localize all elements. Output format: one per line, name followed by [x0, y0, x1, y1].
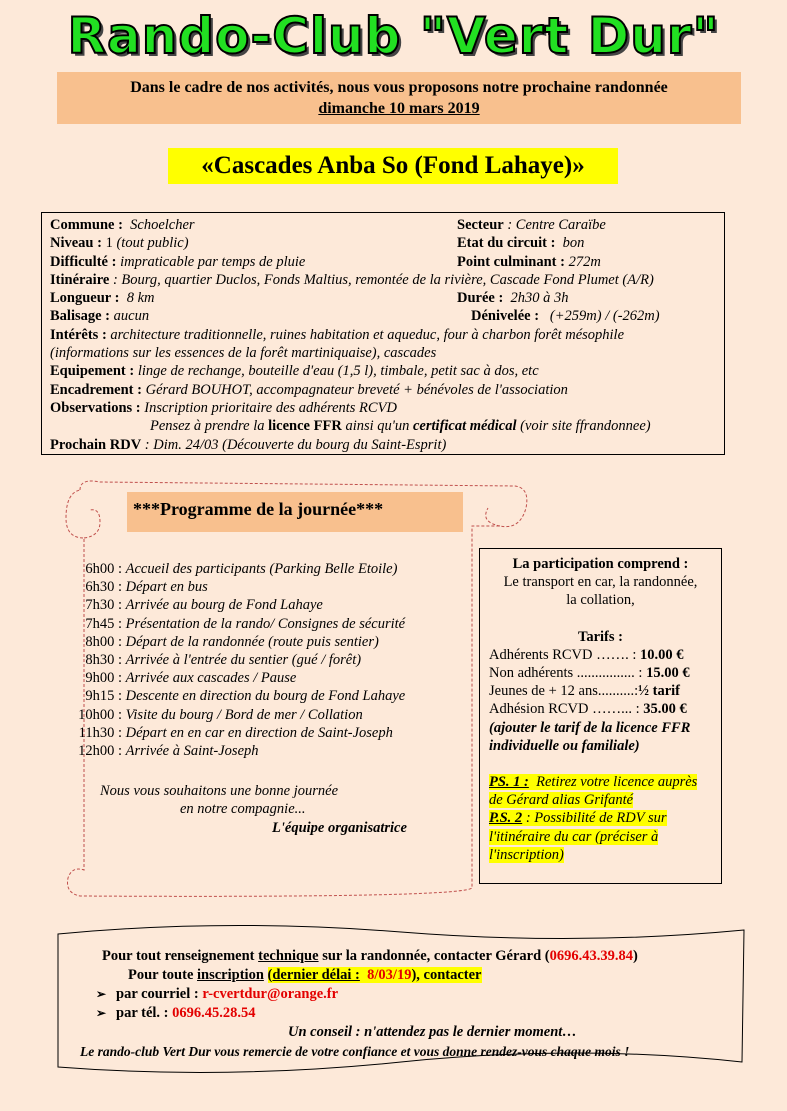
- contact-phone[interactable]: 0696.45.28.54: [172, 1005, 256, 1021]
- balisage-value: aucun: [113, 308, 150, 325]
- difficulte-label: Difficulté :: [50, 253, 117, 270]
- itineraire-value: : Bourg, quartier Duclos, Fonds Maltius, remontée de la rivière, Cascade Fond Plumet (A/R): [112, 271, 654, 288]
- observations-label: Observations :: [50, 399, 141, 416]
- rdv-value: : Dim. 24/03 (Découverte du bourg du Saint-Esprit): [144, 436, 447, 453]
- contact-line-2: Pour toute inscription (dernier délai : 8/03/19), contacter: [128, 967, 482, 983]
- tarif-note: (ajouter le tarif de la licence FFR individuelle ou familiale): [489, 719, 691, 754]
- encadrement-label: Encadrement :: [50, 381, 142, 398]
- participation-line-2: la collation,: [566, 592, 635, 609]
- list-item: 7h30 : Arrivée au bourg de Fond Lahaye: [85, 597, 323, 614]
- duree-value: 2h30 à 3h: [510, 290, 569, 307]
- point-value: 272m: [568, 253, 601, 270]
- list-item: 12h00 : Arrivée à Saint-Joseph: [78, 743, 259, 760]
- participation-line-1: Le transport en car, la randonnée,: [503, 574, 698, 591]
- arrow-bullet-icon: ➢: [96, 1006, 107, 1020]
- tarif-row: Non adhérents ................ : 15.00 €: [489, 665, 690, 682]
- niveau-num: 1: [105, 235, 113, 252]
- closing-message: [100, 782, 460, 837]
- tarif-row: Adhésion RCVD ……... : 35.00 €: [489, 701, 687, 718]
- etat-label: Etat du circuit :: [457, 235, 556, 252]
- hike-name: «Cascades Anba So (Fond Lahaye)»: [168, 148, 618, 184]
- denivelee-label: Dénivelée :: [471, 308, 540, 325]
- interets-value-2: (informations sur les essences de la forêt martiniquaise), cascades: [50, 345, 437, 362]
- obs2-c: ainsi qu'un: [345, 418, 410, 435]
- interets-label: Intérêts :: [50, 326, 107, 343]
- intro-text: Dans le cadre de nos activités, nous vous proposons notre prochaine randonnée: [130, 79, 668, 96]
- ps2-label: P.S. 2: [489, 810, 523, 827]
- obs2-a: Pensez à prendre la: [150, 418, 265, 435]
- ps1-label: PS. 1 :: [489, 774, 529, 791]
- interets-value: architecture traditionnelle, ruines habitation et aqueduc, four à charbon forêt mésophile: [110, 326, 625, 343]
- niveau-label: Niveau :: [50, 235, 102, 252]
- tel-line: ➢ par tél. : 0696.45.28.54: [96, 1005, 256, 1021]
- list-item: 8h30 : Arrivée à l'entrée du sentier (gué / forêt): [85, 652, 362, 669]
- programme-title: ***Programme de la journée***: [127, 492, 463, 532]
- intro-date: dimanche 10 mars 2019: [318, 100, 480, 117]
- encadrement-value: Gérard BOUHOT, accompagnateur breveté + bénévoles de l'association: [145, 381, 568, 398]
- team-signature: L'équipe organisatrice: [272, 819, 407, 836]
- longueur-label: Longueur :: [50, 290, 120, 307]
- denivelee-value: (+259m) / (-262m): [549, 308, 660, 325]
- intro-banner: [57, 72, 741, 124]
- gerard-phone[interactable]: 0696.43.39.84: [549, 948, 633, 964]
- tarifs-title: Tarifs :: [578, 628, 623, 645]
- list-item: 11h30 : Départ en en car en direction de Saint-Joseph: [78, 724, 393, 741]
- equipement-value: linge de rechange, bouteille d'eau (1,5 l), timbale, petit sac à dos, etc: [137, 363, 539, 380]
- obs2-certificat: certificat médical: [413, 418, 517, 435]
- schedule-list: [70, 560, 460, 760]
- list-item: 7h45 : Présentation de la rando/ Consignes de sécurité: [85, 615, 406, 632]
- ps1-text: Retirez votre licence auprès de Gérard alias Grifanté: [489, 774, 698, 809]
- list-item: 10h00 : Visite du bourg / Bord de mer / Collation: [78, 706, 363, 723]
- list-item: 6h30 : Départ en bus: [85, 579, 208, 596]
- tarif-box: [479, 548, 722, 884]
- conseil-text: Un conseil : n'attendez pas le dernier moment…: [288, 1024, 577, 1040]
- rdv-label: Prochain RDV: [50, 436, 142, 453]
- secteur-value: : Centre Caraïbe: [507, 217, 606, 233]
- closing-line-1: Nous vous souhaitons une bonne journée: [100, 783, 339, 799]
- thanks-text: Le rando-club Vert Dur vous remercie de votre confiance et vous donne rendez-vous chaque mois !: [80, 1044, 630, 1059]
- contact-email[interactable]: r-cvertdur@orange.fr: [202, 986, 339, 1002]
- obs2-e: (voir site ffrandonnee): [520, 418, 651, 435]
- list-item: 6h00 : Accueil des participants (Parking Belle Etoile): [85, 561, 398, 577]
- mail-line: ➢ par courriel : r-cvertdur@orange.fr: [96, 986, 339, 1002]
- list-item: 9h00 : Arrivée aux cascades / Pause: [85, 670, 297, 687]
- difficulte-value: impraticable par temps de pluie: [120, 253, 306, 270]
- secteur-label: Secteur: [457, 217, 504, 233]
- list-item: 9h15 : Descente en direction du bourg de Fond Lahaye: [85, 688, 406, 705]
- closing-line-2: en notre compagnie...: [180, 801, 306, 818]
- longueur-value: 8 km: [126, 290, 155, 307]
- point-label: Point culminant :: [457, 253, 565, 270]
- obs2-licence: licence FFR: [268, 418, 342, 435]
- commune-value: Schoelcher: [130, 217, 195, 233]
- etat-value: bon: [562, 235, 585, 252]
- contact-section: [70, 947, 740, 1061]
- info-box: [41, 212, 725, 455]
- ps2-text: : Possibilité de RDV sur l'itinéraire du car (préciser à l'inscription): [489, 810, 667, 863]
- list-item: 8h00 : Départ de la randonnée (route puis sentier): [85, 633, 379, 650]
- tarif-row: Adhérents RCVD ……. : 10.00 €: [489, 646, 684, 663]
- participation-title: La participation comprend :: [512, 556, 689, 572]
- tarif-row: Jeunes de + 12 ans..........:½ tarif: [489, 683, 681, 700]
- balisage-label: Balisage :: [50, 308, 111, 325]
- contact-line-1: Pour tout renseignement technique sur la randonnée, contacter Gérard (0696.43.39.84): [102, 948, 638, 964]
- observations-value: Inscription prioritaire des adhérents RCVD: [144, 399, 397, 416]
- commune-label: Commune :: [50, 217, 123, 233]
- equipement-label: Equipement :: [50, 363, 135, 380]
- club-title: Rando-Club "Vert Dur": [67, 7, 720, 65]
- itineraire-label: Itinéraire: [50, 271, 110, 288]
- arrow-bullet-icon: ➢: [96, 987, 107, 1001]
- duree-label: Durée :: [457, 290, 504, 307]
- niveau-value: (tout public): [116, 235, 189, 252]
